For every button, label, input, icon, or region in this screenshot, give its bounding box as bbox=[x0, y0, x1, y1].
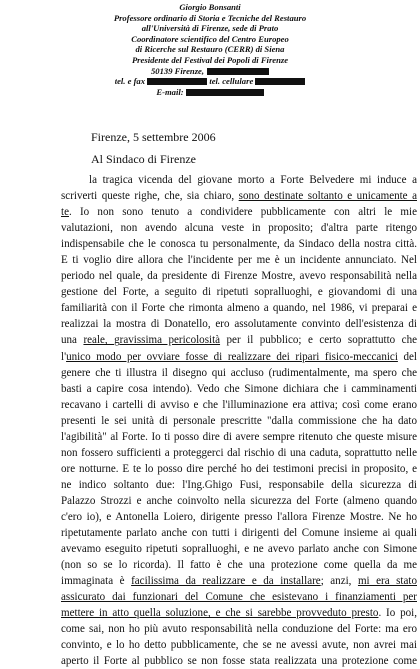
body-line bbox=[61, 589, 417, 605]
redacted-street bbox=[207, 68, 269, 75]
body-line: indispensabile che le conosca tu personalmente, da Sindaco della nostra città. bbox=[61, 238, 417, 251]
body-line: E ti voglio dire allora che l'incidente per me è un incidente annunciato. Nel bbox=[61, 254, 417, 267]
phone-label: tel. e fax bbox=[114, 76, 146, 87]
body-line: ne indico soltanto due: l'Ing.Ghigo Fusi, responsabile della sicurezza di bbox=[61, 478, 417, 491]
letterhead-university: all'Università di Firenze, sede di Prato bbox=[141, 23, 279, 34]
body-line: aperto il Forte al pubblico se non fosse stata realizzata una protezione come bbox=[61, 655, 417, 668]
body-line: realizzai la mostra di Donatello, ero assolutamente convinto dell'esistenza di bbox=[61, 318, 417, 331]
letterhead-festival: Presidente del Festival dei Popoli di Firenze bbox=[131, 54, 289, 65]
body-line: l'unico modo per ovviare fosse di realizzare dei ripari fisico-meccanici del bbox=[61, 350, 417, 363]
body-line: basti a capire cosa intendo). Vedo che Simone dichiara che i camminamenti bbox=[61, 382, 417, 395]
underlined-phrase: mettere in atto quella soluzione, e che si sarebbe provveduto presto bbox=[61, 607, 379, 620]
body-line: familiarità con il Forte che rimonta almeno a quando, nel 1986, vi preparai e bbox=[61, 302, 417, 315]
body-line: (non so se lo ricorda). Il fatto è che una protezione come quella da me bbox=[61, 559, 417, 572]
letterhead-address-row bbox=[0, 66, 420, 77]
body-line: una reale, gravissima pericolosità per il pubblico; e certo soprattutto che bbox=[61, 334, 417, 347]
body-line: immaginata è facilissima da realizzare e da installare; anzi, mi era stato bbox=[61, 575, 417, 588]
body-line: non fossero sufficienti a proteggerci dal rischio di una caduta, soprattutto nelle bbox=[61, 446, 417, 459]
body-line: scriverti queste righe, che, sia chiaro, sono destinate soltanto e unicamente a bbox=[61, 190, 417, 203]
letter-date: Firenze, 5 settembre 2006 bbox=[91, 130, 216, 144]
body-line: te. Io non sono tenuto a condividere pubblicamente con altri le mie bbox=[61, 206, 417, 219]
body-line: genere che ti illustra il disegno qui accluso (rudimentalmente, ma spero che bbox=[61, 366, 417, 379]
underlined-phrase: te bbox=[61, 206, 69, 219]
body-line: presenti le sei unità di personale prescritte "dalla commissione che ha dato bbox=[61, 414, 417, 427]
letterhead-coordinator: Coordinatore scientifico del Centro Europeo bbox=[131, 33, 289, 44]
underlined-phrase: unico modo per ovviare fosse di realizzare dei ripari fisico-meccanici bbox=[66, 350, 398, 363]
letterhead bbox=[0, 2, 420, 97]
body-line: mettere in atto quella soluzione, e che si sarebbe provveduto presto. Io poi, bbox=[61, 607, 417, 620]
email-label: E-mail: bbox=[156, 86, 184, 97]
letterhead-research-center: di Ricerche sul Restauro (CERR) di Siena bbox=[135, 44, 285, 55]
underlined-phrase: reale, gravissima pericolosità bbox=[83, 334, 221, 347]
body-line: c'ero io), e Antonella Loiero, dirigente presso l'allora Firenze Mostre. Ne ho bbox=[61, 510, 417, 523]
letterhead-title: Professore ordinario di Storia e Tecniche del Restauro bbox=[113, 12, 307, 23]
address: 50139 Firenze, bbox=[151, 65, 204, 76]
body-line: periodo nel quale, da presidente di Firenze Mostre, avevo responsabilità nella bbox=[61, 270, 417, 283]
body-line: la tragica vicenda del giovane morto a Forte Belvedere mi induce a bbox=[89, 174, 417, 186]
underlined-phrase: assicurato dai funzionari del Comune che esistevano i finanziamenti per bbox=[61, 591, 417, 604]
letterhead-email-row bbox=[0, 87, 420, 98]
underlined-phrase: mi era stato bbox=[357, 575, 417, 588]
redacted-email bbox=[186, 89, 264, 96]
body-line: come sai, non ho più avuto responsabilità nella conduzione del Forte: ma ero bbox=[61, 623, 417, 636]
redacted-mobile bbox=[255, 78, 305, 85]
body-line: Palazzo Strozzi e anche coinvolto nella sicurezza del Forte (almeno quando bbox=[61, 494, 417, 507]
body-line: ore notturne. E te lo posso dire perché ho dei testimoni precisi in proposito, e bbox=[61, 462, 417, 475]
letterhead-phone-row bbox=[0, 76, 420, 87]
body-line: ripetutamente parlato anche con tutti i dirigenti del Comune insieme ai quali bbox=[61, 527, 417, 540]
body-line: convinto, e lo ho detto pubblicamente, che se ne avessi avute, non avrei mai bbox=[61, 639, 417, 652]
body-line: gestione del Forte, a seguito di ripetuti sopralluoghi, e giovandomi di una bbox=[61, 286, 417, 299]
letter-body bbox=[61, 172, 417, 669]
letterhead-name: Giorgio Bonsanti bbox=[179, 2, 241, 12]
body-line: recavano i cartelli di avviso e che l'illuminazione era attiva; così come erano bbox=[61, 398, 417, 411]
redacted-phone bbox=[147, 78, 207, 85]
body-line: l'agibilità" al Forte. Io ti posso dire di avere sempre ritenuto che queste misure bbox=[61, 430, 417, 443]
underlined-phrase: facilissima da realizzare e da installare bbox=[131, 575, 321, 588]
body-line: valutazioni, non avendo alcuna veste in proposito; d'altra parte ritengo bbox=[61, 222, 417, 235]
underlined-phrase: sono destinate soltanto e unicamente a bbox=[238, 190, 417, 203]
mobile-label: tel. cellulare bbox=[209, 76, 254, 87]
body-line: avevamo eseguito ripetuti sopralluoghi, e ne avevo parlato anche con Simone bbox=[61, 543, 417, 556]
salutation: Al Sindaco di Firenze bbox=[91, 152, 196, 166]
